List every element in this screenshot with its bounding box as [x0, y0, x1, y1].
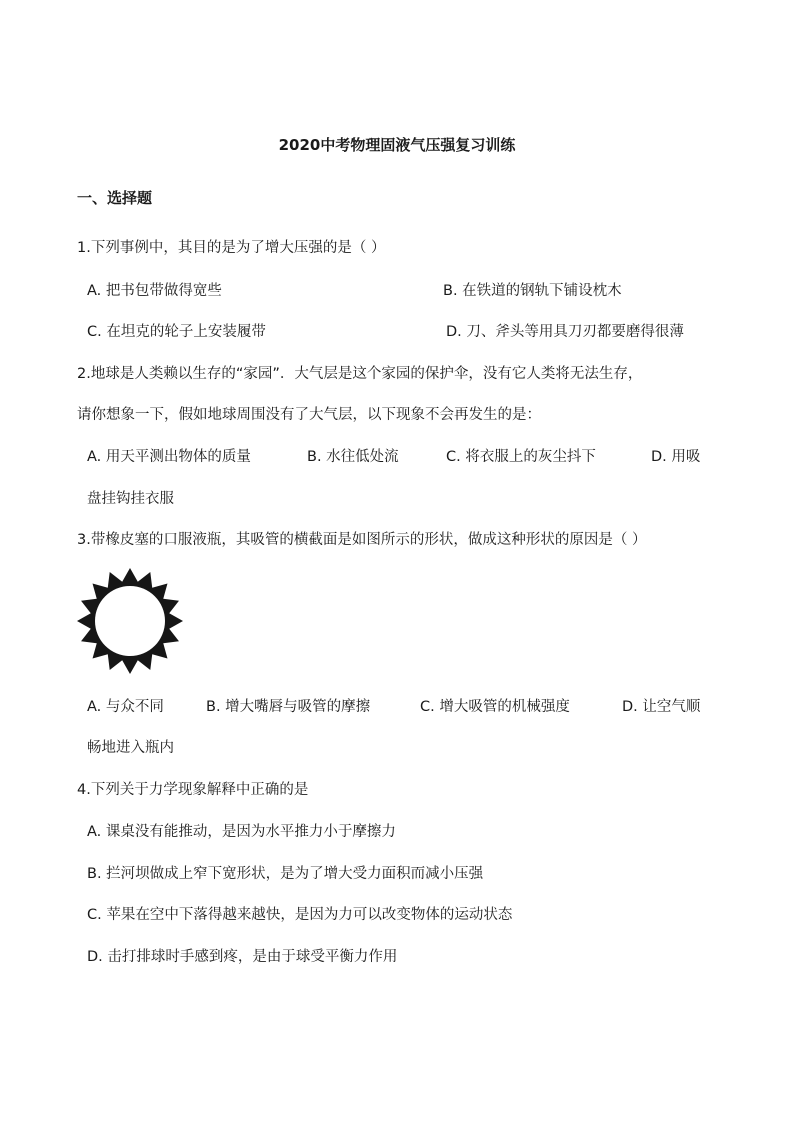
straw-inner-hole [95, 586, 165, 656]
question-3-option-b: B. 增大嘴唇与吸管的摩擦 [206, 699, 371, 715]
serrated-ring-cross-section-icon [75, 566, 185, 676]
question-4-option-c: C. 苹果在空中下落得越来越快，是因为力可以改变物体的运动状态 [87, 907, 513, 923]
question-4-option-b: B. 拦河坝做成上窄下宽形状，是为了增大受力面积而减小压强 [87, 866, 484, 882]
question-1-option-b: B. 在铁道的钢轨下铺设枕木 [443, 283, 622, 299]
question-2-option-a: A. 用天平测出物体的质量 [87, 449, 251, 465]
question-1-stem: 1.下列事例中，其目的是为了增大压强的是（ ） [77, 240, 386, 256]
question-1-option-d: D. 刀、斧头等用具刀刃都要磨得很薄 [446, 324, 684, 340]
question-3-option-d: D. 让空气顺 [622, 699, 701, 715]
question-2-option-c: C. 将衣服上的灰尘抖下 [446, 449, 596, 465]
question-3-stem: 3.带橡皮塞的口服液瓶，其吸管的横截面是如图所示的形状，做成这种形状的原因是（ ） [77, 532, 647, 548]
question-4-option-d: D. 击打排球时手感到疼，是由于球受平衡力作用 [87, 949, 398, 965]
question-2-stem-line-2: 请你想象一下，假如地球周围没有了大气层，以下现象不会再发生的是： [77, 407, 541, 423]
section-heading: 一、选择题 [77, 189, 153, 207]
question-2-option-d-continuation: 盘挂钩挂衣服 [87, 491, 174, 507]
question-1-option-c: C. 在坦克的轮子上安装履带 [87, 324, 266, 340]
document-title: 2020中考物理固液气压强复习训练 [278, 136, 516, 154]
question-2-option-d: D. 用吸 [651, 449, 701, 465]
question-3-option-d-continuation: 畅地进入瓶内 [87, 740, 174, 756]
question-1-option-a: A. 把书包带做得宽些 [87, 283, 222, 299]
question-3-option-c: C. 增大吸管的机械强度 [420, 699, 570, 715]
question-4-stem: 4.下列关于力学现象解释中正确的是 [77, 782, 309, 798]
question-2-option-b: B. 水往低处流 [307, 449, 399, 465]
question-4-option-a: A. 课桌没有能推动，是因为水平推力小于摩擦力 [87, 824, 396, 840]
question-2-stem-line-1: 2.地球是人类赖以生存的“家园”．大气层是这个家园的保护伞，没有它人类将无法生存， [77, 366, 643, 382]
question-3-option-a: A. 与众不同 [87, 699, 164, 715]
